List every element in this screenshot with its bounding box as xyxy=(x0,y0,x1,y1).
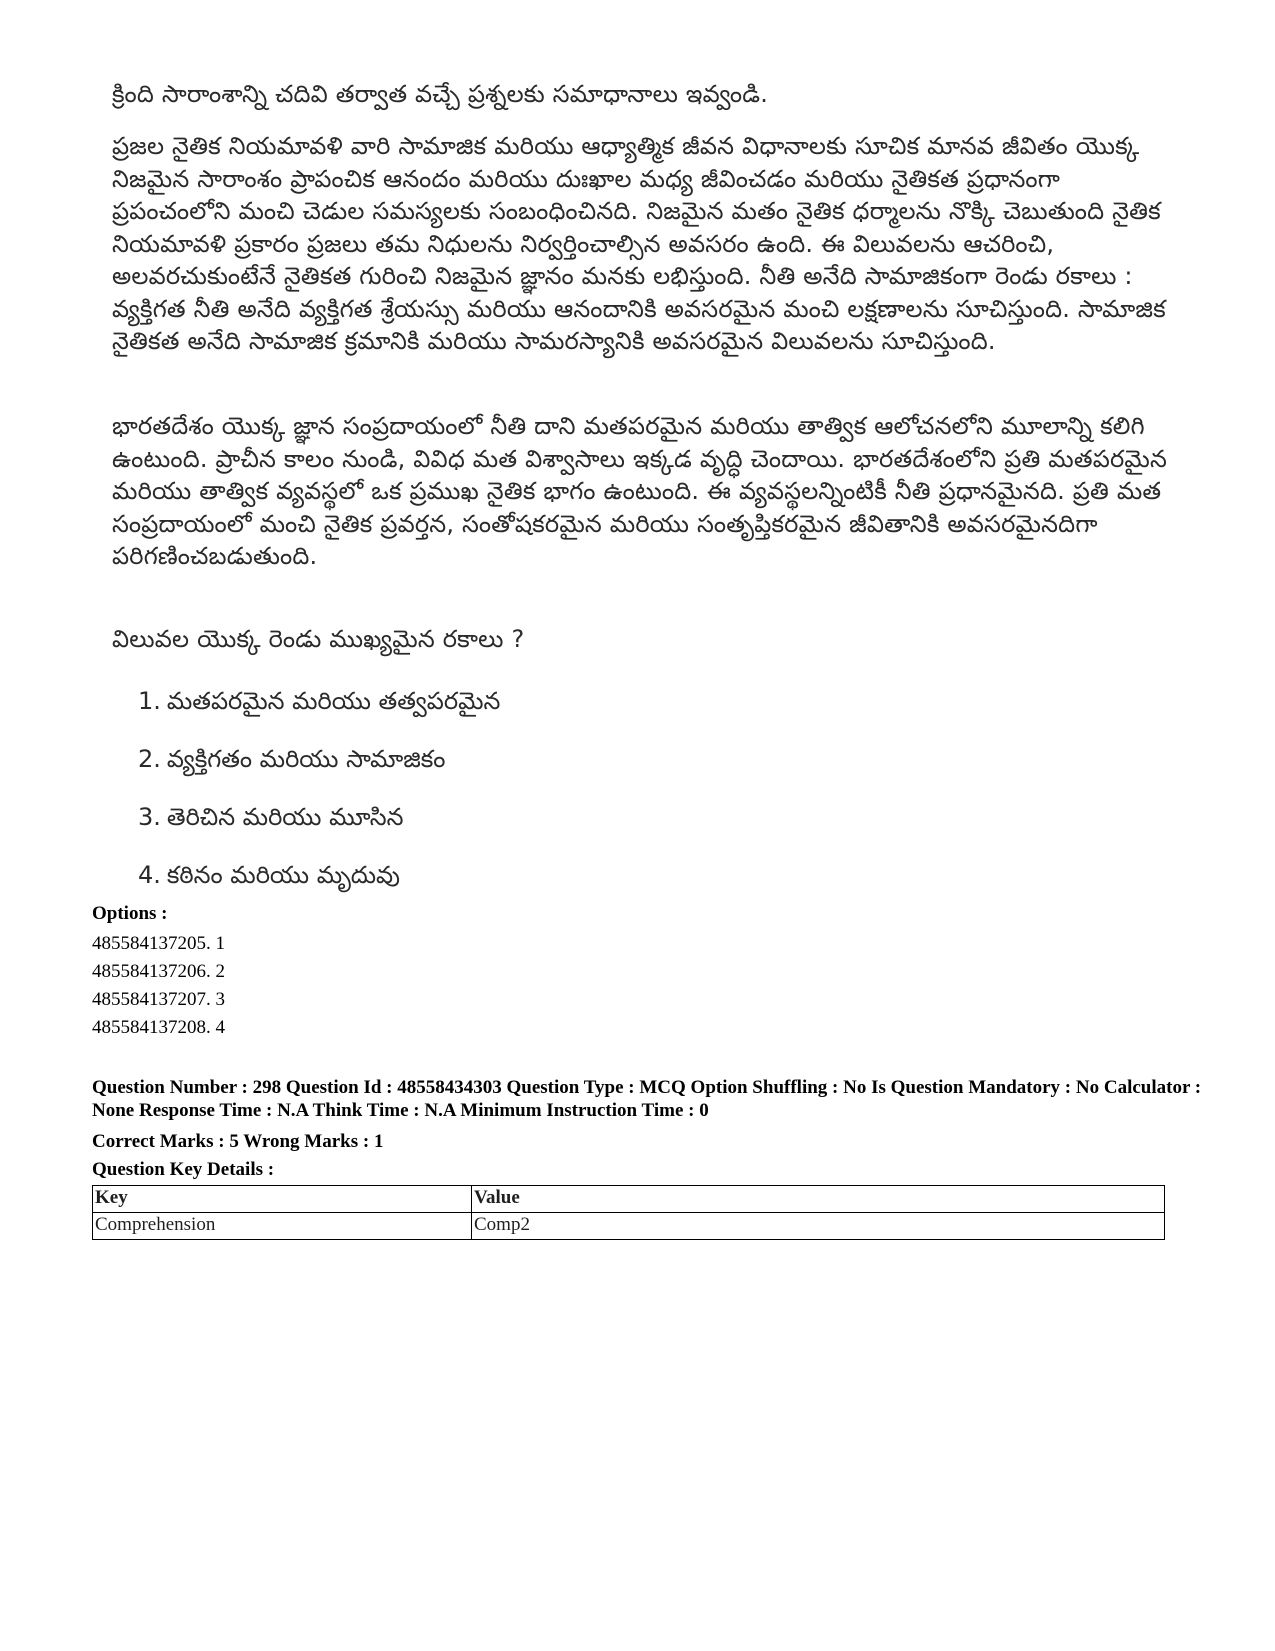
choice-number: 4. xyxy=(138,861,161,889)
key-details-table xyxy=(92,1185,1165,1240)
marks-line: Correct Marks : 5 Wrong Marks : 1 xyxy=(92,1131,384,1152)
table-row xyxy=(93,1213,1165,1240)
choice-number: 2. xyxy=(138,745,161,773)
question-choice-4 xyxy=(138,860,400,890)
choice-text: మతపరమైన మరియు తత్వపరమైన xyxy=(166,687,501,715)
question-choice-3 xyxy=(138,802,403,832)
passage-paragraph-2: భారతదేశం యొక్క జ్ఞాన సంప్రదాయంలో నీతి దాని మతపరమైన మరియు తాత్విక ఆలోచనలోని మూలాన్ని కలిగి ఉంటుంది. ప్రాచీన కాలం నుండి, వివిధ మత విశ్వాసాలు ఇక్కడ వృద్ధి చెందాయి. భారతదేశంలోని ప్రతి మతపరమైన మరియు తాత్విక వ్యవస్థలో ఒక ప్రముఖ నైతిక భాగం ఉంటుంది. ఈ వ్యవస్థలన్నింటికీ నీతి ప్రధానమైనది. ప్రతి మత సంప్రదాయంలో మంచి నైతిక ప్రవర్తన, సంతోషకరమైన మరియు సంతృప్తికరమైన జీవితానికి అవసరమైనదిగా పరిగణించబడుతుంది. xyxy=(112,412,1175,570)
passage-intro: క్రింది సారాంశాన్ని చదివి తర్వాత వచ్చే ప్రశ్నలకు సమాధానాలు ఇవ్వండి. xyxy=(112,80,769,108)
choice-text: తెరిచిన మరియు మూసిన xyxy=(166,803,404,831)
choice-number: 1. xyxy=(138,687,161,715)
table-header-key: Key xyxy=(93,1186,472,1213)
option-item: 485584137207. 3 xyxy=(92,989,225,1010)
options-label: Options : xyxy=(92,903,168,924)
options-list xyxy=(92,930,225,1042)
choice-text: కఠినం మరియు మృదువు xyxy=(166,861,400,889)
option-item: 485584137206. 2 xyxy=(92,961,225,982)
choice-text: వ్యక్తిగతం మరియు సామాజికం xyxy=(166,745,446,773)
option-item: 485584137205. 1 xyxy=(92,933,225,954)
table-header-value: Value xyxy=(472,1186,1165,1213)
table-cell-key: Comprehension xyxy=(93,1213,472,1240)
choice-number: 3. xyxy=(138,803,161,831)
passage-paragraph-1: ప్రజల నైతిక నియమావళి వారి సామాజిక మరియు ఆధ్యాత్మిక జీవన విధానాలకు సూచిక మానవ జీవితం యొక్క నిజమైన సారాంశం ప్రాపంచిక ఆనందం మరియు దుఃఖాల మధ్య జీవించడం మరియు నైతికత ప్రధానంగా ప్రపంచంలోని మంచి చెడుల సమస్యలకు సంబంధించినది. నిజమైన మతం నైతిక ధర్మాలను నొక్కి చెబుతుంది నైతిక నియమావళి ప్రకారం ప్రజలు తమ నిధులను నిర్వర్తించాల్సిన అవసరం ఉంది. ఈ విలువలను ఆచరించి, అలవరచుకుంటేనే నైతికత గురించి నిజమైన జ్ఞానం మనకు లభిస్తుంది. నీతి అనేది సామాజికంగా రెండు రకాలు : వ్యక్తిగత నీతి అనేది వ్యక్తిగత శ్రేయస్సు మరియు ఆనందానికి అవసరమైన మంచి లక్షణాలను సూచిస్తుంది. సామాజిక నైతికత అనేది సామాజిక క్రమానికి మరియు సామరస్యానికి అవసరమైన విలువలను సూచిస్తుంది. xyxy=(112,132,1174,355)
question-text: విలువల యొక్క రెండు ముఖ్యమైన రకాలు ? xyxy=(112,625,525,653)
question-choice-2 xyxy=(138,744,445,774)
question-metadata: Question Number : 298 Question Id : 48558434303 Question Type : MCQ Option Shuffling : No Is Question Mandatory : No Calculator : None Response Time : N.A Think Time : N.A Minimum Instruction Time : 0 xyxy=(92,1077,1202,1121)
key-details-label: Question Key Details : xyxy=(92,1159,275,1180)
table-cell-value: Comp2 xyxy=(472,1213,1165,1240)
table-header-row xyxy=(93,1186,1165,1213)
question-choice-1 xyxy=(138,686,500,716)
option-item: 485584137208. 4 xyxy=(92,1017,225,1038)
